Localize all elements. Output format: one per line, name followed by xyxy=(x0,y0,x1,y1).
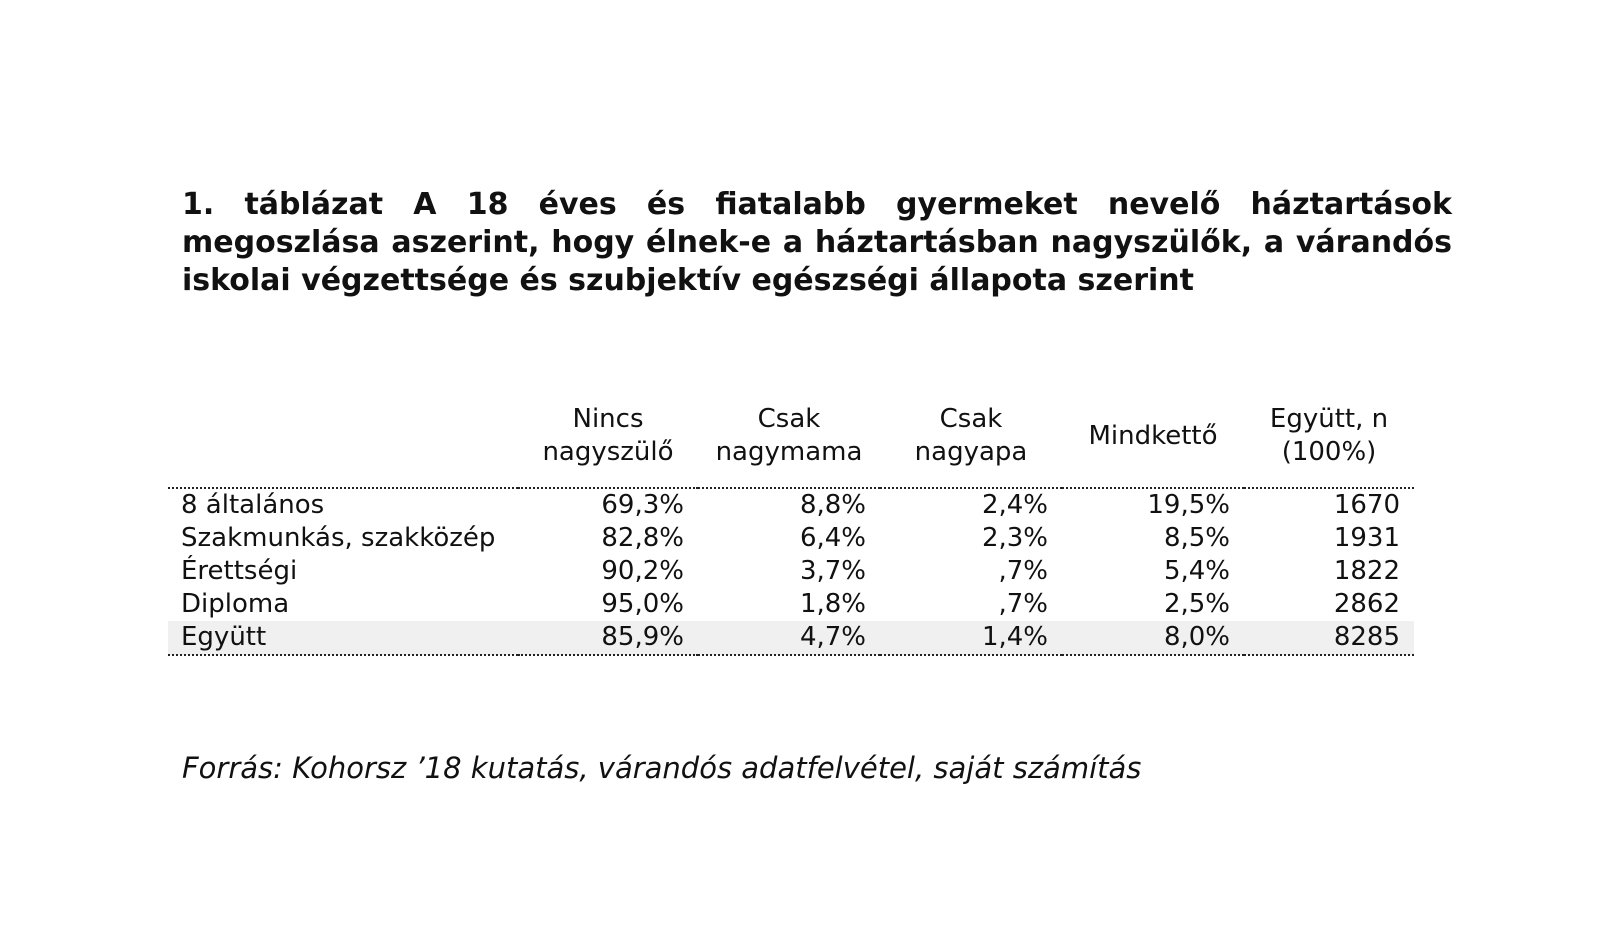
cell: 2,5% xyxy=(1163,589,1230,619)
table-total-row xyxy=(168,621,1414,655)
cell: 1,8% xyxy=(799,589,866,619)
total-cell: 1,4% xyxy=(880,621,1062,655)
table-row xyxy=(168,522,1414,555)
cell: 3,7% xyxy=(799,556,866,586)
header-csak-nagyapa: Csak nagyapa xyxy=(880,385,1062,488)
cell: 69,3% xyxy=(601,490,684,520)
cell: ,7% xyxy=(998,589,1048,619)
cell: 1822 xyxy=(1333,556,1400,586)
cell: 2,4% xyxy=(981,490,1048,520)
row-label: Szakmunkás, szakközép xyxy=(181,523,496,553)
row-label: 8 általános xyxy=(181,490,325,520)
cell: ,7% xyxy=(998,556,1048,586)
total-cell: 8,0% xyxy=(1062,621,1244,655)
table-row xyxy=(168,588,1414,621)
header-mindketto: Mindkettő xyxy=(1062,385,1244,488)
cell: 2,3% xyxy=(981,523,1048,553)
table-row xyxy=(168,488,1414,522)
cell: 6,4% xyxy=(799,523,866,553)
source-note: Forrás: Kohorsz ’18 kutatás, várandós adatfelvétel, saját számítás xyxy=(182,751,1142,785)
cell: 5,4% xyxy=(1163,556,1230,586)
total-label: Együtt xyxy=(168,621,518,655)
total-cell: 8285 xyxy=(1244,621,1414,655)
cell: 2862 xyxy=(1333,589,1400,619)
header-csak-nagymama: Csak nagymama xyxy=(698,385,880,488)
header-nincs-nagyszulo: Nincs nagyszülő xyxy=(518,385,698,488)
row-label: Érettségi xyxy=(181,556,298,586)
cell: 8,8% xyxy=(799,490,866,520)
table-caption: 1. táblázat A 18 éves és fiatalabb gyermeket nevelő háztartások megoszlása aszerint, hogy élnek-e a háztartásban nagyszülők, a várandós iskolai végzettsége és szubjektív egészségi állapota szerint xyxy=(182,187,1452,298)
cell: 8,5% xyxy=(1163,523,1230,553)
cell: 1670 xyxy=(1333,490,1400,520)
header-egyutt-n: Együtt, n (100%) xyxy=(1244,385,1414,488)
table-header-row xyxy=(168,385,1414,488)
row-label: Diploma xyxy=(181,589,290,619)
cell: 95,0% xyxy=(601,589,684,619)
cell: 90,2% xyxy=(601,556,684,586)
cell: 82,8% xyxy=(601,523,684,553)
total-cell: 4,7% xyxy=(698,621,880,655)
table-row xyxy=(168,555,1414,588)
total-cell: 85,9% xyxy=(518,621,698,655)
cell: 19,5% xyxy=(1147,490,1230,520)
data-table xyxy=(168,385,1414,656)
header-empty xyxy=(168,385,518,488)
cell: 1931 xyxy=(1333,523,1400,553)
